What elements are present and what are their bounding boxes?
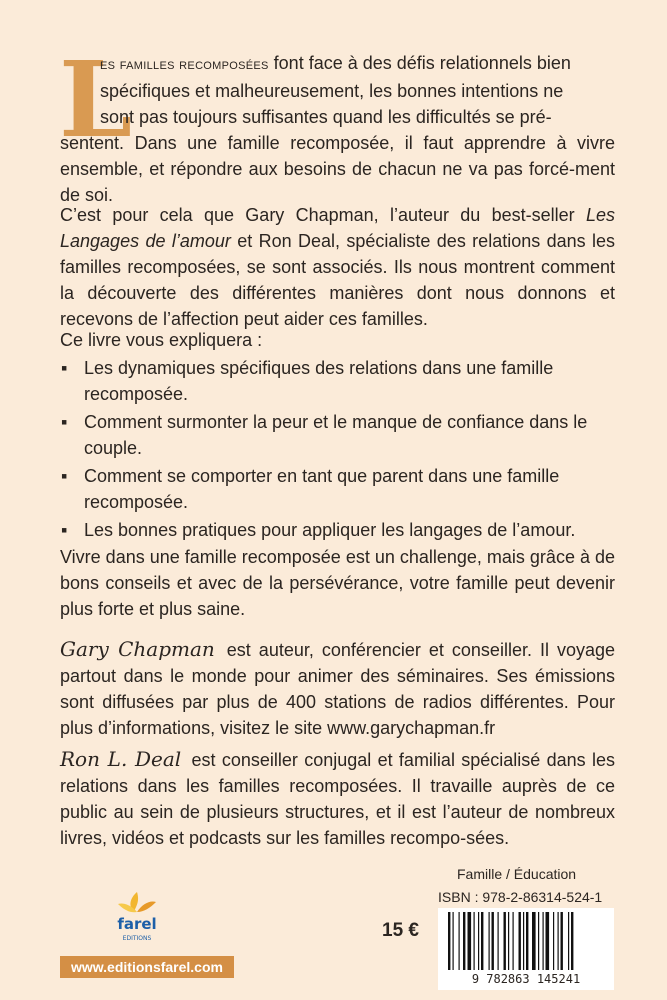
signature-deal: Ron L. Deal <box>60 747 182 771</box>
list-item: ▪ Comment surmonter la peur et le manque de confiance dans le couple. <box>60 409 615 461</box>
list-item: ▪ Comment se comporter en tant que parent dans une famille recomposée. <box>60 463 615 515</box>
intro-paragraph: es familles recomposées font face à des défis relationnels bien spécifiques et malheureusement, les bonnes intentions ne sont pas toujours suffisantes quand les difficultés se pré- sentent. Dans une famille recomposée, il faut apprendre à vivre ensemble, et répondre aux besoins de chacun ne va pas forcé-ment de soi. <box>60 53 615 205</box>
list-item: ▪ Les bonnes pratiques pour appliquer les langages de l’amour. <box>60 517 615 543</box>
barcode <box>438 908 614 990</box>
square-bullet-icon: ▪ <box>61 466 68 486</box>
closing-paragraph: Vivre dans une famille recomposée est un challenge, mais grâce à de bons conseils et avec de la persévérance, votre famille peut devenir plus forte et plus saine. <box>60 547 615 619</box>
price-label: 15 € <box>382 920 419 941</box>
farel-logo <box>114 888 160 944</box>
square-bullet-icon: ▪ <box>61 412 68 432</box>
svg-text:farel: farel <box>117 915 157 933</box>
svg-text:EDITIONS: EDITIONS <box>122 935 152 942</box>
square-bullet-icon: ▪ <box>61 520 68 540</box>
list-item: ▪ Les dynamiques spécifiques des relations dans une famille recomposée. <box>60 355 615 407</box>
publisher-website[interactable]: www.editionsfarel.com <box>60 956 234 978</box>
intro-lead: es familles recomposées <box>100 56 269 73</box>
genre-label: Famille / Éducation <box>457 866 577 882</box>
drop-cap: L <box>59 38 133 161</box>
author-bio-deal: Ron L. Deal est conseiller conjugal et familial spécialisé dans les relations dans les familles recomposées. Il travaille auprès de ce public au sein de plusieurs structures, et il est l’auteur de nombreux livres, vidéos et podcasts sur les familles recompo-sées. <box>60 747 615 848</box>
book-title: Les Langages de l’amour <box>60 205 615 251</box>
isbn-label: ISBN : 978-2-86314-524-1 <box>438 889 603 905</box>
barcode-digits: 9 782863 145241 <box>471 972 581 986</box>
signature-chapman: Gary Chapman <box>60 637 215 661</box>
topics-list <box>60 355 615 545</box>
author-bio-chapman: Gary Chapman est auteur, conférencier et conseiller. Il voyage partout dans le monde pour animer des séminaires. Ses émissions sont diffusées par plus de 400 stations de radios différentes. Pour plus d’informations, visitez le site www.garychapman.fr <box>60 637 615 738</box>
barcode-bars <box>438 908 614 972</box>
authors-paragraph: C’est pour cela que Gary Chapman, l’auteur du best-seller Les Langages de l’amour et Ron Deal, spécialiste des relations dans les familles recomposées, se sont associés. Ils nous montrent comment la découverte des différentes manières dont nous donnons et recevons de l’affection peut aider ces familles. <box>60 205 615 329</box>
list-intro: Ce livre vous expliquera : <box>60 330 263 350</box>
square-bullet-icon: ▪ <box>61 358 68 378</box>
